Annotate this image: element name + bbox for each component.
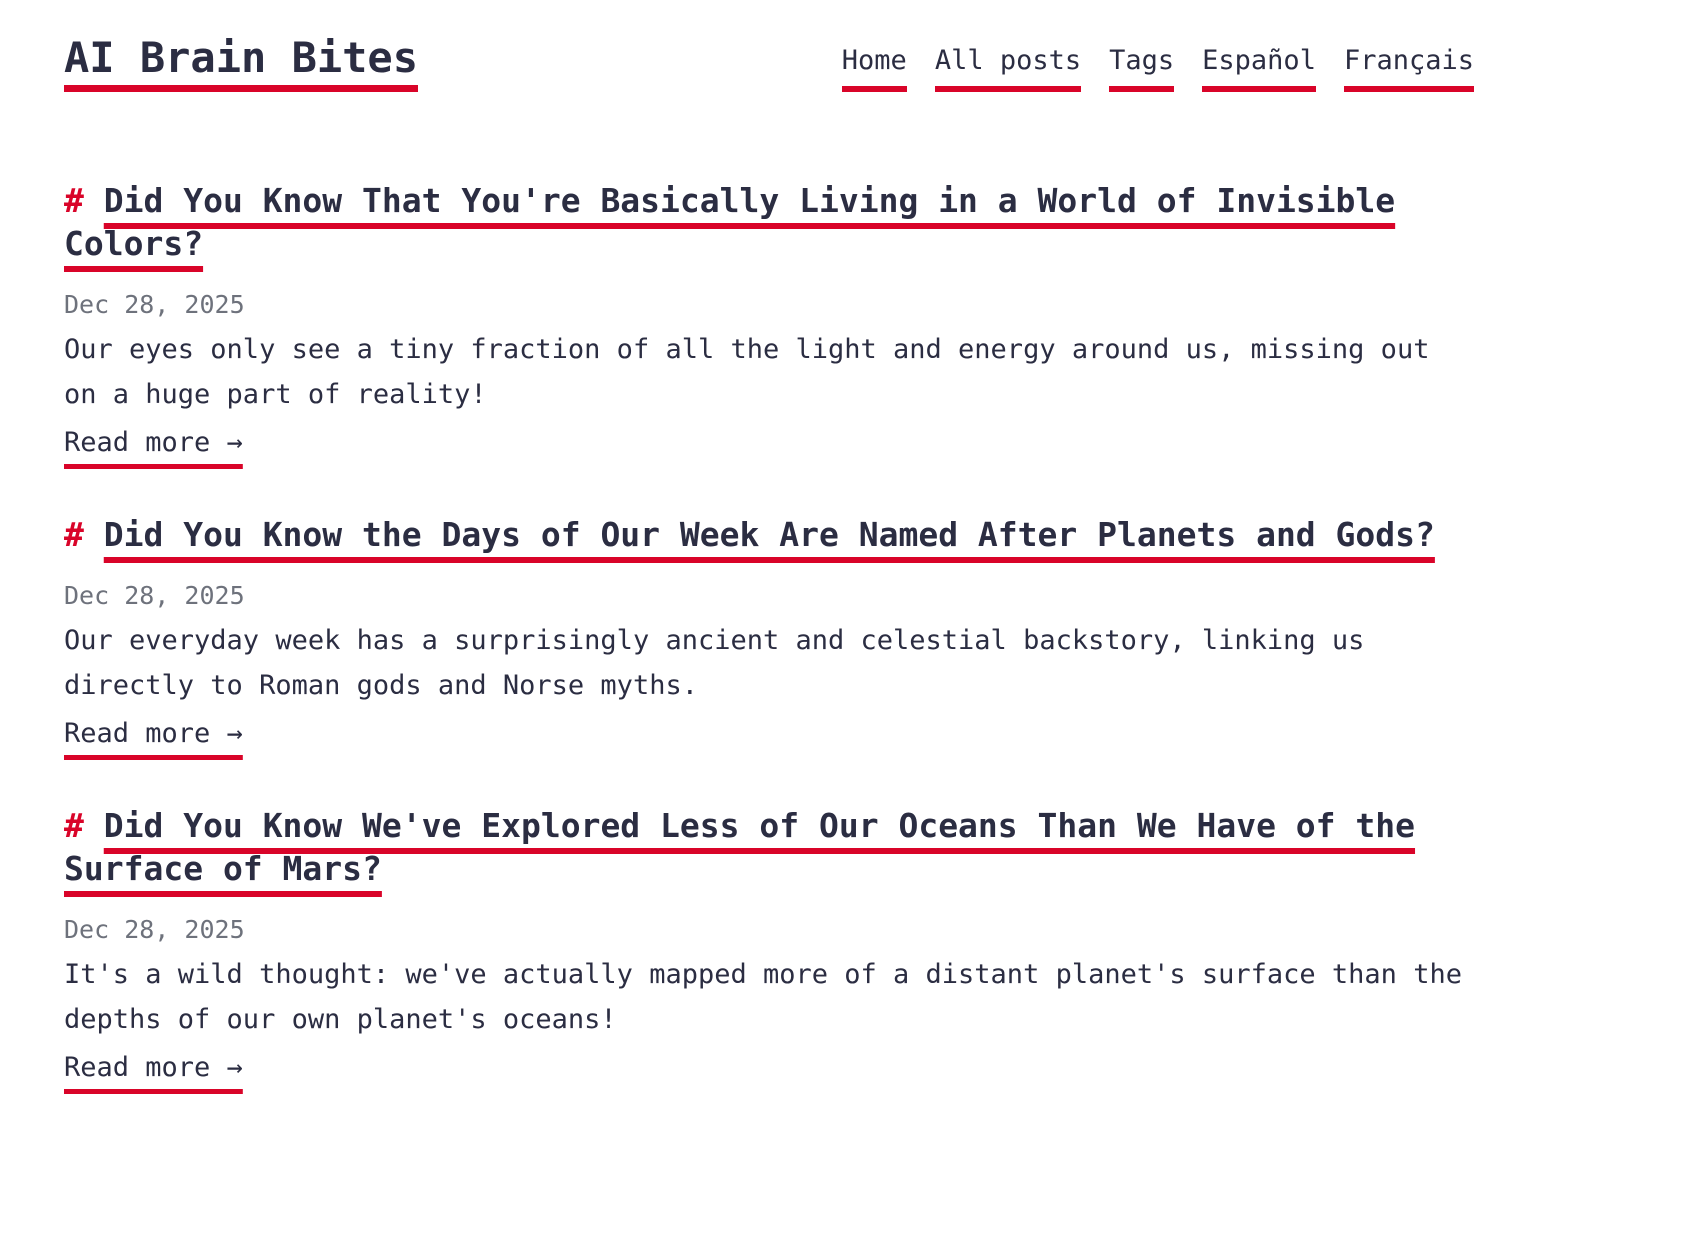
read-more-link[interactable]: Read more →: [64, 717, 243, 749]
post-item: [64, 180, 1474, 458]
heading-hash-marker: #: [64, 805, 84, 845]
heading-hash-marker: #: [64, 515, 84, 555]
post-excerpt: Our eyes only see a tiny fraction of all the light and energy around us, missing out on a huge part of reality!: [64, 334, 1430, 411]
post-title-link[interactable]: Did You Know We've Explored Less of Our Oceans Than We Have of the Surface of Mars?: [64, 805, 1416, 888]
post-list: [64, 180, 1474, 1082]
post-date: Dec 28, 2025: [64, 290, 245, 320]
page-container: [64, 0, 1474, 1083]
nav-item-home[interactable]: Home: [842, 45, 907, 92]
nav-item-tags[interactable]: Tags: [1109, 45, 1174, 92]
site-title-link[interactable]: AI Brain Bites: [64, 34, 418, 92]
nav-item-all-posts[interactable]: All posts: [935, 45, 1081, 92]
nav-item-francais[interactable]: Français: [1344, 45, 1474, 92]
nav-item-espanol[interactable]: Español: [1202, 45, 1316, 92]
post-title-link[interactable]: Did You Know the Days of Our Week Are Named After Planets and Gods?: [103, 515, 1435, 555]
post-title: [64, 180, 1474, 266]
post-date: Dec 28, 2025: [64, 914, 245, 944]
post-excerpt: It's a wild thought: we've actually mapped more of a distant planet's surface than the depths of our own planet's oceans!: [64, 958, 1462, 1035]
read-more-link[interactable]: Read more →: [64, 1051, 243, 1083]
post-title-link[interactable]: Did You Know That You're Basically Living in a World of Invisible Colors?: [64, 181, 1396, 264]
post-date: Dec 28, 2025: [64, 580, 245, 610]
post-title: [64, 805, 1474, 891]
post-item: [64, 514, 1474, 749]
post-excerpt: Our everyday week has a surprisingly ancient and celestial backstory, linking us directly to Roman gods and Norse myths.: [64, 624, 1365, 701]
post-title: [64, 514, 1474, 557]
site-header: [64, 34, 1474, 92]
read-more-link[interactable]: Read more →: [64, 427, 243, 459]
main-nav: [842, 45, 1474, 92]
heading-hash-marker: #: [64, 181, 84, 221]
post-item: [64, 805, 1474, 1083]
